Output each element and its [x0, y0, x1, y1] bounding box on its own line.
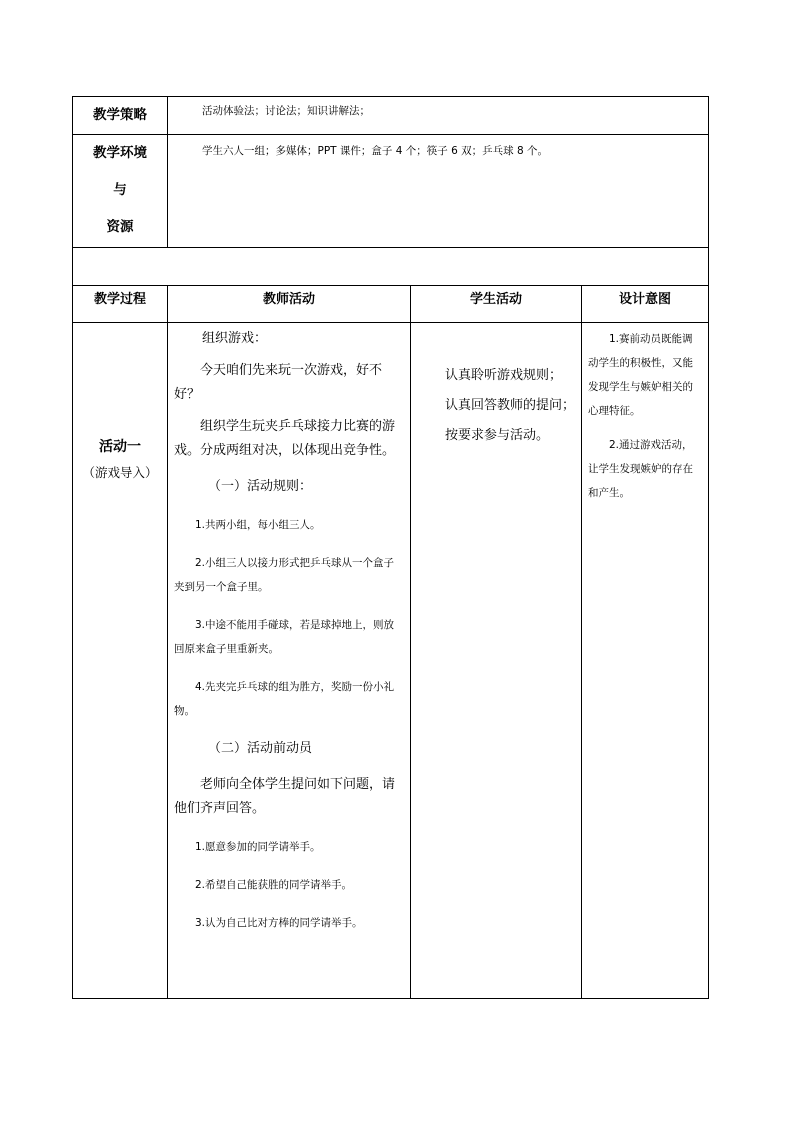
student-item: 按要求参与活动。 [445, 428, 550, 443]
environment-label [73, 135, 168, 248]
blank-cell [73, 248, 709, 286]
teacher-organize: 组织游戏： [202, 331, 268, 346]
question-item: 3.认为自己比对方棒的同学请举手。 [195, 917, 363, 929]
strategy-value: 活动体验法；讨论法；知识讲解法； [168, 97, 709, 135]
blank-row [73, 248, 709, 286]
header-student: 学生活动 [411, 286, 582, 323]
rule-item: 1.共两小组，每小组三人。 [195, 519, 321, 531]
lesson-plan-table [72, 96, 709, 999]
rule-item: 2.小组三人以接力形式把乒乓球从一个盒子夹到另一个盒子里。 [174, 557, 395, 593]
strategy-label: 教学策略 [73, 97, 168, 135]
header-intent: 设计意图 [582, 286, 709, 323]
teacher-intro: 今天咱们先来玩一次游戏，好不好？ [174, 363, 383, 402]
environment-label-line-3: 资源 [106, 219, 134, 235]
rule-item: 3.中途不能用手碰球，若是球掉地上，则放回原来盒子里重新夹。 [174, 619, 395, 655]
activity-name: 活动一 [99, 439, 141, 455]
question-item: 1.愿意参加的同学请举手。 [195, 841, 321, 853]
mobilize-intro: 老师向全体学生提问如下问题，请他们齐声回答。 [174, 777, 396, 816]
environment-label-line-2: 与 [113, 182, 127, 198]
intent-item: 1.赛前动员既能调动学生的积极性，又能发现学生与嫉妒相关的心理特征。 [588, 333, 693, 417]
student-activity-cell [411, 323, 582, 999]
environment-row [73, 135, 709, 248]
strategy-row [73, 97, 709, 135]
environment-value: 学生六人一组；多媒体；PPT 课件；盒子 4 个；筷子 6 双；乒乓球 8 个。 [168, 135, 709, 248]
rules-title: （一）活动规则： [208, 479, 313, 494]
header-process: 教学过程 [73, 286, 168, 323]
question-item: 2.希望自己能获胜的同学请举手。 [195, 879, 353, 891]
activity-row [73, 323, 709, 999]
teacher-activity-cell [168, 323, 411, 999]
rule-item: 4.先夹完乒乓球的组为胜方，奖励一份小礼物。 [174, 681, 395, 717]
header-teacher: 教师活动 [168, 286, 411, 323]
teacher-game: 组织学生玩夹乒乓球接力比赛的游戏。分成两组对决，以体现出竞争性。 [174, 419, 396, 458]
environment-label-line-1: 教学环境 [93, 145, 147, 161]
activity-subtitle: （游戏导入） [82, 465, 158, 480]
header-row [73, 286, 709, 323]
mobilize-title: （二）活动前动员 [208, 741, 313, 756]
student-item: 认真聆听游戏规则； [445, 368, 563, 383]
design-intent-cell [582, 323, 709, 999]
student-item: 认真回答教师的提问； [445, 398, 576, 413]
activity-label-cell [73, 323, 168, 999]
intent-item: 2.通过游戏活动，让学生发现嫉妒的存在和产生。 [588, 439, 693, 499]
